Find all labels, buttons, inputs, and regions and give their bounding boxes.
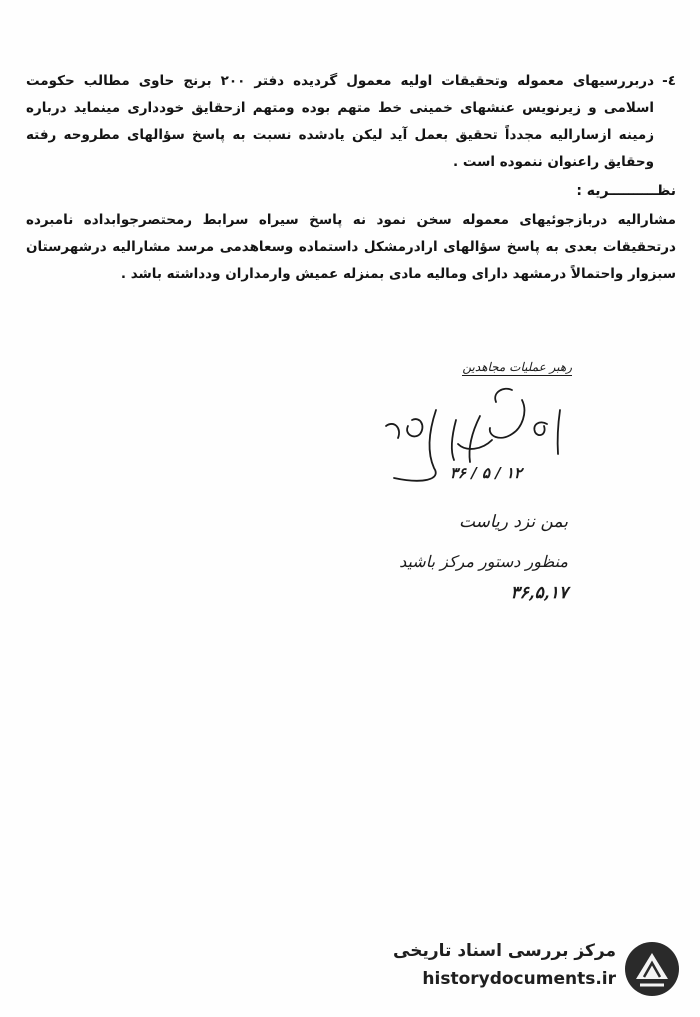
note-paragraph: مشارالیه دربازجوئیهای معموله سخن نمود نه پاسخ سیراه سرابط رمحتصرجوابداده نامبرده درتحقیقات بعدی به پاسخ سؤالهای ارادرمشکل داستماده وسعاهدمی مرسد مشارالیه درشهرستان سبزوار واحتمالاً درمشهد دارای ومالیه مادی بمنزله عمیش وارمداران ودداشته باشد . bbox=[26, 212, 676, 282]
archive-watermark bbox=[393, 935, 682, 1005]
item-text: دربررسیهای معموله وتحقیقات اولیه معمول گردیده دفتر ۲۰۰ برنج حاوی مطالب حکومت اسلامی و زیرنویس عنشهای خمینی خط متهم بوده ومتهم ازحقایق خودداری مینماید درباره زمینه ازسارالیه مجدداً تحقیق بعمل آید لیکن یادشده نسبت به پاسخ سؤالهای مطروحه رفته وحقایق راعنوان ننموده است . bbox=[26, 73, 654, 170]
note-heading bbox=[26, 178, 676, 205]
note-heading-text: نظــــــــــریه : bbox=[576, 183, 676, 199]
archive-logo-icon bbox=[622, 939, 682, 999]
handwritten-note-line2: منظور دستور مرکز باشید bbox=[399, 552, 568, 571]
item-number: ٤- bbox=[662, 73, 676, 89]
archive-name: مرکز بررسی اسناد تاریخی bbox=[393, 941, 616, 961]
second-signature-block bbox=[378, 512, 568, 603]
report-item-4 bbox=[26, 68, 676, 176]
handwritten-date: ۳۶,۵,۱۷ bbox=[510, 583, 568, 603]
first-signature-block bbox=[372, 356, 572, 485]
archive-url: historydocuments.ir bbox=[422, 969, 616, 989]
typed-report-body bbox=[26, 68, 676, 288]
handwritten-note-line1: بمن نزد ریاست bbox=[458, 512, 568, 532]
signer-title: رهبر عملیات مجاهدین bbox=[462, 360, 572, 374]
first-signature-date: ۱۲ / ۵ / ۳۶ bbox=[449, 464, 522, 482]
